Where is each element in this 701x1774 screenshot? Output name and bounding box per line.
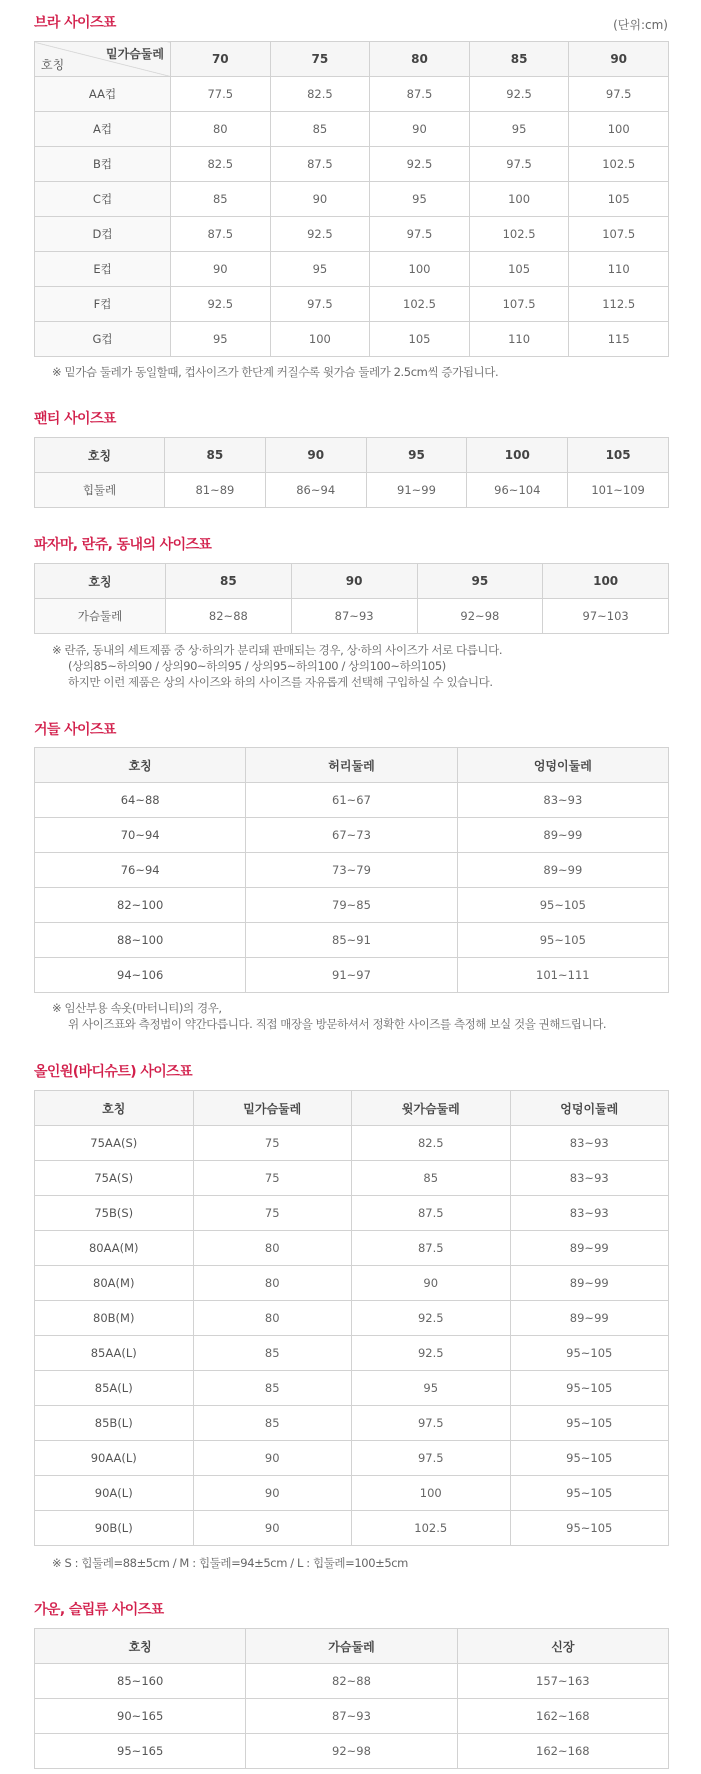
bra-header-85: 85 [469,42,569,77]
bra-header-80: 80 [370,42,470,77]
bra-row-label: B컵 [35,147,171,182]
bra-table-cell: 100 [469,182,569,217]
bra-table-cell: 90 [270,182,370,217]
panty-table-cell: 81~89 [165,473,266,508]
pajama-header-cell: 90 [291,564,417,599]
pajama-note-line-2: (상의85~하의90 / 상의90~하의95 / 상의95~하의100 / 상의100~하의105) [68,659,446,673]
underbust-header: 밑가슴둘레 [106,47,164,61]
bra-table-cell: 105 [370,322,470,357]
bra-table-row [35,252,669,287]
gown-table-cell: 162~168 [457,1734,668,1769]
bra-table-cell: 95 [469,112,569,147]
bra-table-cell: 90 [171,252,271,287]
bra-table-row [35,217,669,252]
bodysuit-table-cell: 85 [193,1371,352,1406]
bodysuit-table-row [35,1161,669,1196]
bra-corner-header [35,42,171,77]
bra-table-cell: 82.5 [270,77,370,112]
bodysuit-table-cell: 80 [193,1266,352,1301]
bodysuit-table-row [35,1126,669,1161]
bra-table-cell: 97.5 [270,287,370,322]
bodysuit-size-table [34,1090,669,1546]
pajama-table-cell: 82~88 [166,599,292,634]
girdle-table-cell: 95~105 [457,923,668,958]
bra-row-label: C컵 [35,182,171,217]
gown-table-cell: 82~88 [246,1664,457,1699]
bodysuit-size-title: 올인원(바디슈트) 사이즈표 [34,1064,193,1080]
bodysuit-row-label: 85B(L) [35,1406,194,1441]
girdle-table-cell: 95~105 [457,888,668,923]
bodysuit-table-cell: 85 [193,1336,352,1371]
bra-table-cell: 80 [171,112,271,147]
girdle-table-cell: 73~79 [246,853,457,888]
bodysuit-table-row [35,1231,669,1266]
panty-size-table [34,437,669,508]
bodysuit-table-cell: 90 [193,1441,352,1476]
gown-header-cell: 호칭 [35,1629,246,1664]
panty-header-cell: 105 [568,438,669,473]
bra-table-cell: 92.5 [370,147,470,182]
gown-table-row [35,1734,669,1769]
gown-table-row [35,1699,669,1734]
bra-table-cell: 105 [469,252,569,287]
bodysuit-table-row [35,1336,669,1371]
bodysuit-table-cell: 95~105 [510,1476,669,1511]
panty-table-cell: 101~109 [568,473,669,508]
girdle-row-label: 88~100 [35,923,246,958]
bra-table-cell: 102.5 [370,287,470,322]
bodysuit-row-label: 90B(L) [35,1511,194,1546]
girdle-table-row [35,818,669,853]
bodysuit-row-label: 75B(S) [35,1196,194,1231]
bra-table-cell: 102.5 [469,217,569,252]
size-name-header: 호칭 [41,58,65,72]
bodysuit-table-row [35,1511,669,1546]
bodysuit-table-cell: 87.5 [352,1196,511,1231]
bodysuit-header-cell: 호칭 [35,1091,194,1126]
bodysuit-table-cell: 89~99 [510,1231,669,1266]
bodysuit-table-cell: 95~105 [510,1511,669,1546]
bodysuit-row-label: 85A(L) [35,1371,194,1406]
bodysuit-table-cell: 83~93 [510,1196,669,1231]
bra-table-row [35,322,669,357]
bra-row-label: G컵 [35,322,171,357]
bra-header-90: 90 [569,42,669,77]
bodysuit-table-cell: 90 [352,1266,511,1301]
bra-table-cell: 95 [370,182,470,217]
girdle-table-row [35,888,669,923]
bra-table-cell: 100 [569,112,669,147]
bra-table-cell: 77.5 [171,77,271,112]
bodysuit-table-row [35,1476,669,1511]
bodysuit-table-row [35,1441,669,1476]
bra-table-cell: 85 [270,112,370,147]
bodysuit-table-cell: 85 [352,1161,511,1196]
bra-table-cell: 107.5 [569,217,669,252]
pajama-header-cell: 95 [417,564,543,599]
bra-row-label: AA컵 [35,77,171,112]
bra-table-cell: 110 [569,252,669,287]
pajama-note [52,642,502,690]
pajama-note-line-3: 하지만 이런 제품은 상의 사이즈와 하의 사이즈를 자유롭게 선택해 구입하실 수 있습니다. [68,675,493,689]
bodysuit-table-cell: 89~99 [510,1301,669,1336]
bra-table-cell: 112.5 [569,287,669,322]
gown-row-label: 85~160 [35,1664,246,1699]
girdle-header-cell: 허리둘레 [246,748,457,783]
bodysuit-table-row [35,1406,669,1441]
bodysuit-row-label: 90AA(L) [35,1441,194,1476]
bodysuit-table-cell: 83~93 [510,1161,669,1196]
gown-size-title: 가운, 슬립류 사이즈표 [34,1602,164,1618]
pajama-header-cell: 85 [166,564,292,599]
panty-row-label: 힙둘레 [35,473,165,508]
bodysuit-header-cell: 밑가슴둘레 [193,1091,352,1126]
pajama-header-cell: 100 [543,564,669,599]
pajama-table-row [35,599,669,634]
bodysuit-table-cell: 85 [193,1406,352,1441]
gown-table-cell: 157~163 [457,1664,668,1699]
girdle-table-cell: 83~93 [457,783,668,818]
bra-table-cell: 95 [270,252,370,287]
bodysuit-table-cell: 95~105 [510,1336,669,1371]
bra-row-label: D컵 [35,217,171,252]
bra-table-cell: 102.5 [569,147,669,182]
panty-header-cell: 호칭 [35,438,165,473]
girdle-table-row [35,923,669,958]
girdle-table-cell: 89~99 [457,818,668,853]
gown-table-row [35,1664,669,1699]
bra-table-cell: 105 [569,182,669,217]
bodysuit-row-label: 90A(L) [35,1476,194,1511]
bodysuit-row-label: 80AA(M) [35,1231,194,1266]
bodysuit-table-cell: 97.5 [352,1441,511,1476]
bra-table-cell: 115 [569,322,669,357]
bra-table-cell: 90 [370,112,470,147]
girdle-table-row [35,958,669,993]
girdle-table-cell: 101~111 [457,958,668,993]
gown-size-table [34,1628,669,1769]
bodysuit-table-cell: 80 [193,1301,352,1336]
bodysuit-table-cell: 90 [193,1511,352,1546]
bra-table-cell: 100 [270,322,370,357]
panty-table-cell: 86~94 [265,473,366,508]
girdle-row-label: 76~94 [35,853,246,888]
bodysuit-table-cell: 92.5 [352,1301,511,1336]
bra-table-cell: 85 [171,182,271,217]
bodysuit-table-cell: 82.5 [352,1126,511,1161]
bodysuit-note: ※ S : 힙둘레=88±5cm / M : 힙둘레=94±5cm / L : 힙둘레=100±5cm [52,1556,408,1570]
girdle-header-cell: 호칭 [35,748,246,783]
bra-table-cell: 87.5 [370,77,470,112]
panty-table-row [35,473,669,508]
bra-table-row [35,112,669,147]
bodysuit-table-cell: 83~93 [510,1126,669,1161]
bodysuit-table-cell: 95 [352,1371,511,1406]
girdle-header-cell: 엉덩이둘레 [457,748,668,783]
girdle-table-cell: 89~99 [457,853,668,888]
pajama-table-cell: 97~103 [543,599,669,634]
bra-table-cell: 87.5 [270,147,370,182]
bodysuit-table-row [35,1266,669,1301]
gown-table-cell: 92~98 [246,1734,457,1769]
bodysuit-row-label: 80B(M) [35,1301,194,1336]
bra-table-row [35,147,669,182]
girdle-table-cell: 67~73 [246,818,457,853]
girdle-table-cell: 91~97 [246,958,457,993]
bodysuit-table-cell: 97.5 [352,1406,511,1441]
panty-size-title: 팬티 사이즈표 [34,411,116,427]
bra-table-cell: 92.5 [469,77,569,112]
pajama-size-table [34,563,669,634]
bra-row-label: A컵 [35,112,171,147]
pajama-header-cell: 호칭 [35,564,166,599]
gown-table-cell: 87~93 [246,1699,457,1734]
gown-row-label: 90~165 [35,1699,246,1734]
bodysuit-table-cell: 90 [193,1476,352,1511]
bra-table-cell: 82.5 [171,147,271,182]
bodysuit-table-cell: 75 [193,1126,352,1161]
girdle-table-cell: 79~85 [246,888,457,923]
gown-table-cell: 162~168 [457,1699,668,1734]
bra-row-label: E컵 [35,252,171,287]
panty-header-cell: 85 [165,438,266,473]
pajama-note-line-1: ※ 란쥬, 동내의 세트제품 중 상·하의가 분리돼 판매되는 경우, 상·하의 사이즈가 서로 다릅니다. [52,643,503,657]
girdle-note [52,1000,606,1032]
panty-header-cell: 95 [366,438,467,473]
panty-header-cell: 90 [265,438,366,473]
bra-size-title: 브라 사이즈표 [34,15,116,31]
girdle-note-line-2: 위 사이즈표와 측정법이 약간다릅니다. 직접 매장을 방문하셔서 정확한 사이즈를 측정해 보실 것을 권해드립니다. [68,1017,607,1031]
bra-table-cell: 97.5 [370,217,470,252]
girdle-size-table [34,747,669,993]
bodysuit-table-cell: 102.5 [352,1511,511,1546]
bra-table-cell: 100 [370,252,470,287]
bra-table-row [35,182,669,217]
bodysuit-table-row [35,1371,669,1406]
girdle-table-row [35,853,669,888]
bra-table-cell: 92.5 [270,217,370,252]
bodysuit-table-cell: 75 [193,1196,352,1231]
bodysuit-row-label: 75AA(S) [35,1126,194,1161]
gown-row-label: 95~165 [35,1734,246,1769]
girdle-row-label: 70~94 [35,818,246,853]
bra-table-row [35,287,669,322]
bodysuit-header-cell: 윗가슴둘레 [352,1091,511,1126]
bodysuit-table-cell: 89~99 [510,1266,669,1301]
bra-table-row [35,77,669,112]
bodysuit-table-row [35,1301,669,1336]
bra-note: ※ 밑가슴 둘레가 동일할때, 컵사이즈가 한단계 커질수록 윗가슴 둘레가 2.5cm씩 증가됩니다. [52,365,499,379]
bodysuit-table-cell: 95~105 [510,1371,669,1406]
panty-table-cell: 96~104 [467,473,568,508]
bra-table-cell: 92.5 [171,287,271,322]
gown-header-cell: 가슴둘레 [246,1629,457,1664]
bra-size-table [34,41,669,357]
bra-header-75: 75 [270,42,370,77]
girdle-row-label: 94~106 [35,958,246,993]
unit-label: (단위:cm) [613,18,668,32]
pajama-table-cell: 92~98 [417,599,543,634]
bra-table-cell: 97.5 [569,77,669,112]
bra-table-cell: 87.5 [171,217,271,252]
bra-table-cell: 97.5 [469,147,569,182]
girdle-row-label: 82~100 [35,888,246,923]
bodysuit-row-label: 80A(M) [35,1266,194,1301]
girdle-table-cell: 85~91 [246,923,457,958]
bra-header-70: 70 [171,42,271,77]
panty-table-cell: 91~99 [366,473,467,508]
bodysuit-table-cell: 75 [193,1161,352,1196]
bodysuit-table-cell: 87.5 [352,1231,511,1266]
girdle-note-line-1: ※ 임산부용 속옷(마터니티)의 경우, [52,1001,222,1015]
girdle-table-cell: 61~67 [246,783,457,818]
bodysuit-table-cell: 95~105 [510,1441,669,1476]
bra-table-cell: 110 [469,322,569,357]
girdle-table-row [35,783,669,818]
bra-row-label: F컵 [35,287,171,322]
girdle-row-label: 64~88 [35,783,246,818]
pajama-table-cell: 87~93 [291,599,417,634]
bodysuit-row-label: 85AA(L) [35,1336,194,1371]
pajama-row-label: 가슴둘레 [35,599,166,634]
bra-table-cell: 107.5 [469,287,569,322]
bodysuit-table-cell: 92.5 [352,1336,511,1371]
panty-header-cell: 100 [467,438,568,473]
gown-header-cell: 신장 [457,1629,668,1664]
bodysuit-table-cell: 95~105 [510,1406,669,1441]
bodysuit-table-cell: 80 [193,1231,352,1266]
bodysuit-table-cell: 100 [352,1476,511,1511]
bodysuit-table-row [35,1196,669,1231]
bra-table-cell: 95 [171,322,271,357]
bodysuit-header-cell: 엉덩이둘레 [510,1091,669,1126]
pajama-size-title: 파자마, 란쥬, 동내의 사이즈표 [34,537,212,553]
girdle-size-title: 거들 사이즈표 [34,722,116,738]
bodysuit-row-label: 75A(S) [35,1161,194,1196]
